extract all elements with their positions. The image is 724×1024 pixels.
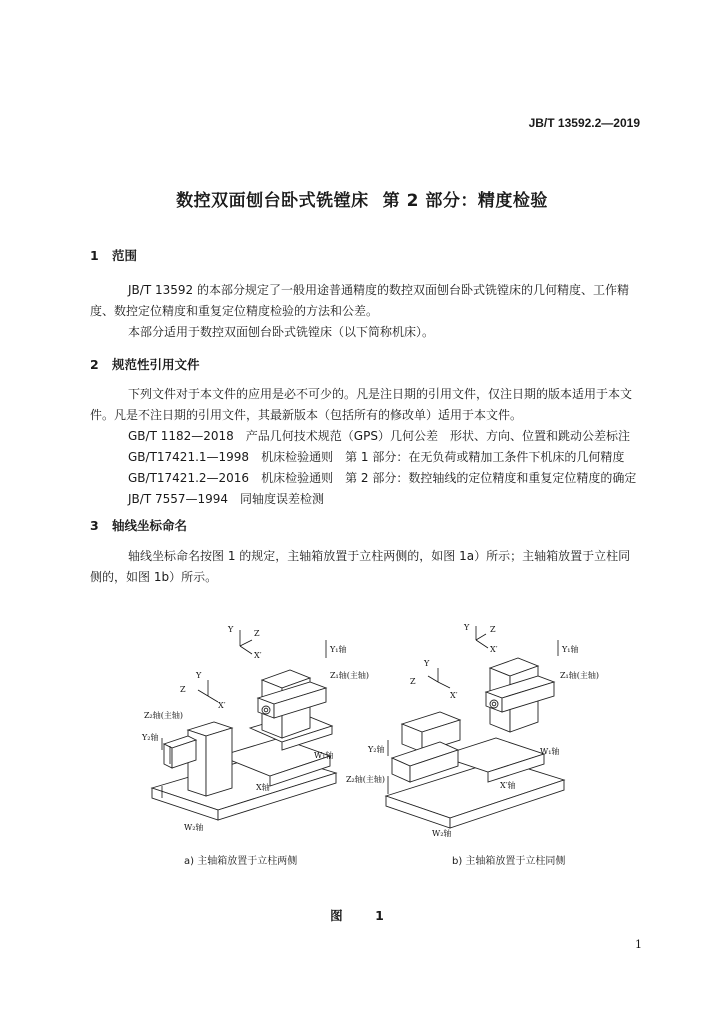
axis-label: Y₁轴 — [330, 645, 347, 654]
reference-code: GB/T17421.1—1998 — [128, 450, 250, 464]
section-number: 3 — [90, 518, 99, 533]
paragraph: 轴线坐标命名按图 1 的规定，主轴箱放置于立柱两侧的，如图 1a）所示；主轴箱放置于立柱同侧的，如图 1b）所示。 — [90, 549, 631, 584]
reference-code: GB/T 1182—2018 — [128, 429, 234, 443]
section-heading-scope — [90, 246, 137, 264]
reference-title: 产品几何技术规范（GPS）几何公差 形状、方向、位置和跳动公差标注 — [245, 429, 630, 443]
axis-label: X′ — [450, 691, 458, 700]
axis-label: Z — [254, 629, 260, 638]
axis-label: W₂轴 — [432, 829, 452, 838]
axis-label: X轴 — [256, 783, 270, 792]
paragraph: 下列文件对于本文件的应用是必不可少的。凡是注日期的引用文件，仅注日期的版本适用于本文件。凡是不注日期的引用文件，其最新版本（包括所有的修改单）适用于本文件。 — [90, 387, 633, 422]
title-part: 第 2 部分：精度检验 — [382, 191, 548, 211]
section-title: 范围 — [112, 248, 138, 263]
figure-1-drawing — [140, 618, 630, 880]
axis-label: Z₂轴(主轴) — [346, 775, 386, 784]
document-title — [0, 186, 724, 211]
section-body-scope — [90, 280, 636, 343]
reference-item — [128, 426, 636, 447]
axis-label: Y₁轴 — [562, 645, 579, 654]
axis-label: Z₂轴(主轴) — [144, 711, 184, 720]
section-body-references — [90, 384, 636, 426]
axis-label: Y — [228, 625, 234, 634]
axis-label: Y — [464, 623, 470, 632]
title-main: 数控双面刨台卧式铣镗床 — [176, 191, 369, 211]
axis-label: X′ — [490, 645, 498, 654]
figure-1 — [140, 618, 630, 880]
reference-code: GB/T17421.2—2016 — [128, 471, 250, 485]
section-title: 轴线坐标命名 — [112, 518, 188, 533]
section-heading-axis-naming — [90, 516, 187, 534]
axis-label: W₁轴 — [314, 751, 334, 760]
axis-label: Z₁轴(主轴) — [330, 671, 370, 680]
reference-title: 同轴度误差检测 — [240, 492, 325, 506]
section-heading-normative-references — [90, 355, 200, 373]
section-title: 规范性引用文件 — [112, 357, 200, 372]
caption-a: a) 主轴箱放置于立柱两侧 — [184, 856, 298, 867]
section-number: 2 — [90, 357, 99, 372]
reference-title: 机床检验通则 第 1 部分：在无负荷或精加工条件下机床的几何精度 — [261, 450, 625, 464]
reference-item — [128, 447, 636, 468]
document-code: JB/T 13592.2—2019 — [528, 116, 640, 130]
reference-item — [128, 468, 636, 489]
reference-list — [128, 426, 636, 510]
reference-item — [128, 489, 636, 510]
axis-label: Y₂轴 — [142, 733, 159, 742]
paragraph: 本部分适用于数控双面刨台卧式铣镗床（以下简称机床）。 — [128, 325, 435, 339]
caption-b: b) 主轴箱放置于立柱同侧 — [452, 856, 566, 867]
reference-code: JB/T 7557—1994 — [128, 492, 229, 506]
axis-label: Z — [410, 677, 416, 686]
reference-title: 机床检验通则 第 2 部分：数控轴线的定位精度和重复定位精度的确定 — [261, 471, 637, 485]
paragraph: JB/T 13592 的本部分规定了一般用途普通精度的数控双面刨台卧式铣镗床的几何精度、工作精度、数控定位精度和重复定位精度检验的方法和公差。 — [90, 283, 629, 318]
axis-label: W₂轴 — [184, 823, 204, 832]
section-number: 1 — [90, 248, 99, 263]
axis-label: X′ — [254, 651, 262, 660]
section-body-axis-naming — [90, 546, 636, 588]
axis-label: W₁轴 — [540, 747, 560, 756]
axis-label: Z₁轴(主轴) — [560, 671, 600, 680]
page-number: 1 — [635, 938, 642, 951]
axis-label: Z — [490, 625, 496, 634]
axis-label: Y — [424, 659, 430, 668]
figure-title: 图 1 — [330, 908, 394, 923]
axis-label: Y₂轴 — [368, 745, 385, 754]
axis-label: X′轴 — [500, 781, 516, 790]
axis-label: Y — [196, 671, 202, 680]
axis-label: Z — [180, 685, 186, 694]
axis-label: X′ — [218, 701, 226, 710]
